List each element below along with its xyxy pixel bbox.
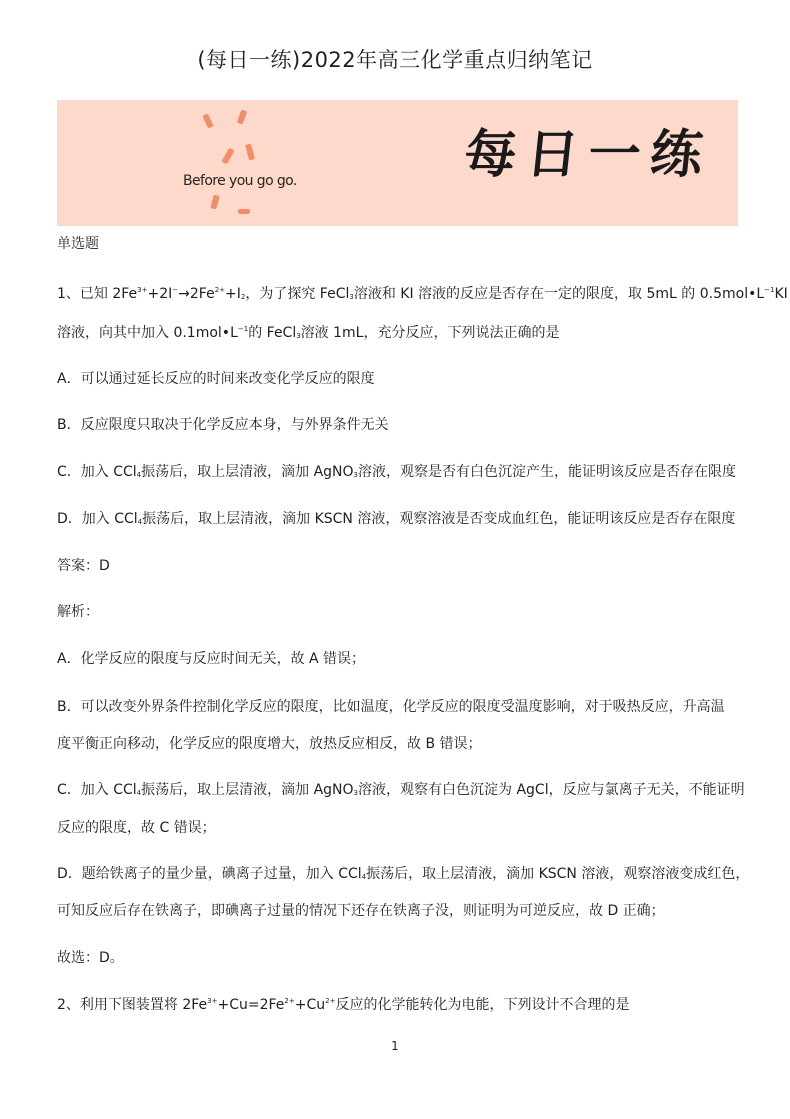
- q1-stem-line2: 溶液，向其中加入 $0.1mol•L^{-1}$的 FeCl$_3$溶液 1mL，充分反应，下列说法正确的是: [57, 325, 560, 341]
- q1-option-d: D．加入 CCl$_4$振荡后，取上层清液，滴加 KSCN 溶液，观察溶液是否变成血红色，能证明该反应是否存在限度: [57, 511, 736, 527]
- decor-dash: [245, 143, 255, 160]
- decor-dash: [221, 148, 234, 165]
- q1-analysis-c-line1: C．加入 CCl$_4$振荡后，取上层清液，滴加 AgNO$_3$溶液，观察有白色沉淀为 AgCl，反应与氯离子无关，不能证明: [57, 782, 745, 798]
- q1-option-c: C．加入 CCl$_4$振荡后，取上层清液，滴加 AgNO$_3$溶液，观察是否有白色沉淀产生，能证明该反应是否存在限度: [57, 464, 737, 480]
- q1-answer: 答案：D: [57, 558, 110, 574]
- q1-analysis-b-line2: 度平衡正向移动，化学反应的限度增大，放热反应相反，故 B 错误；: [57, 736, 482, 752]
- q1-option-b: B．反应限度只取决于化学反应本身，与外界条件无关: [57, 417, 389, 433]
- decor-dash: [237, 109, 247, 124]
- q1-stem-line1: 1、已知 $2Fe^{3+}+2I^-\to 2Fe^{2+}+I_2$，为了探究 FeCl$_3$溶液和 KI 溶液的反应是否存在一定的限度，取 5mL 的 $0.5mol•L^{-1}KI$: [57, 286, 788, 302]
- q1-analysis-b-line1: B．可以改变外界条件控制化学反应的限度，比如温度，化学反应的限度受温度影响，对于吸热反应，升高温: [57, 699, 725, 715]
- decor-dash: [202, 113, 213, 128]
- banner-logo-text: 每日一练: [461, 124, 716, 185]
- q1-option-a: A．可以通过延长反应的时间来改变化学反应的限度: [57, 371, 375, 387]
- q1-analysis-d-line1: D．题给铁离子的量少量，碘离子过量，加入 CCl$_4$振荡后，取上层清液，滴加 KSCN 溶液，观察溶液变成红色，: [57, 866, 750, 882]
- banner-tagline: Before you go go.: [183, 173, 297, 189]
- q1-conclusion: 故选：D。: [57, 950, 124, 966]
- decor-dash: [210, 194, 219, 209]
- decor-dash: [238, 209, 250, 214]
- q1-analysis-label: 解析：: [57, 604, 99, 620]
- banner: [57, 100, 738, 226]
- section-label: 单选题: [57, 236, 99, 252]
- page-number: 1: [391, 1039, 399, 1053]
- q2-stem: 2、利用下图装置将 $2Fe^{3+}+Cu=2Fe^{2+}+Cu^{2+}$反应的化学能转化为电能，下列设计不合理的是: [57, 997, 630, 1013]
- q1-analysis-c-line2: 反应的限度，故 C 错误；: [57, 820, 216, 836]
- q1-analysis-d-line2: 可知反应后存在铁离子，即碘离子过量的情况下还存在铁离子没，则证明为可逆反应，故 D 正确；: [57, 903, 665, 919]
- q1-analysis-a: A．化学反应的限度与反应时间无关，故 A 错误；: [57, 651, 366, 667]
- page-title: (每日一练)2022年高三化学重点归纳笔记: [197, 48, 593, 72]
